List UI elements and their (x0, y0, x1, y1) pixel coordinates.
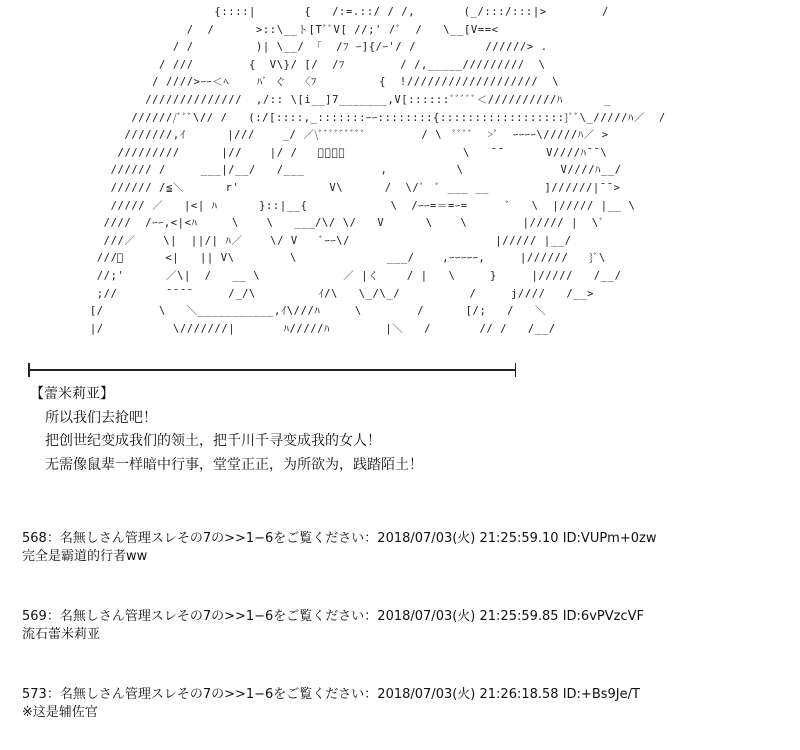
ascii-art: {::::| { /:=.::/ / /, (_/:::/:::|> / / / >::\__ト[TﾞﾞV[ //;' /ﾞ / \__[V==< / / )| \__/ 「 /ﾌ ｰ]{/ｰ'/ / //////> . / /// { V\}/ [/ /ﾌ / /,_____///////// \ / ////>ｰｰ＜ﾍ ﾊﾞ ぐ 〈ﾌ { !/////////////////// \ ////////////// ,/:: \[i__]7_______,V[::::::ﾞﾞﾞﾞﾞ＜//////////ﾊ _ ///////ﾞﾞﾞ\// / (:/[::::,_:::::::ｰｰ::::::::{::::::::::::::::::}ﾞﾞ\_/////ﾊ／ / ///////,ｲ |/// _/ ／\ﾞﾞﾞﾞﾞﾞﾞﾞﾞ / \ ﾞﾞﾞﾞ >ﾞ ｰｰｰｰ\/////ﾊ／ > ///////// |// |/ / ﾞｰｰｰ \ ¯¯ V////ﾊ¯¯\ ////// / ___|/__/ /___ , \ V////ﾊ__/ ////// /≦＼ r' V\ / \/ﾞ ﾞ ___ __ ]//////|¯¯> ///// ／ |<| ﾊ }::|__{ \ /ｰｰ=＝=ｰ= ﾞ \ |///// |__ \ //// /ｰｰ,<|<ﾊ \ \ ___/\/ \/ V \ \ |///// | \ﾞ ///／ \| ||/| ﾊ／ \/ V ﾞｰｰ\/ |///// |__/ ///ﾞ <| || V\ \ ___/ ,ｰｰｰｰｰ, |////// }ﾞ\ //;' ／\| / __ \ ／ |く / | \ } |///// /__/ ;// ¯¯¯¯ /_/\ ｲ/\ \_/\_/ / j//// /__> [/ \ ＼___________,ｲ\///ﾊ \ / [/; / ＼ |/ \///////| ﾊ/////ﾊ |＼ / // / /__/ (89, 6, 666, 335)
dialogue-line: 把创世纪变成我们的领土，把千川千寻变成我的女人！ (45, 433, 381, 449)
dialogue-line: 无需像鼠辈一样暗中行事，堂堂正正，为所欲为，践踏陌土！ (45, 456, 423, 473)
dialogue-line: 所以我们去抢吧！ (45, 409, 157, 426)
divider-tick-right (515, 363, 517, 377)
reply-post (22, 608, 792, 644)
divider-tick-left (28, 363, 30, 377)
post-body: ※这是辅佐官 (22, 705, 98, 720)
divider-line (28, 369, 516, 371)
reply-post (22, 530, 792, 566)
panel-divider (28, 363, 516, 377)
post-header: 568：名無しさん管理スレその7の>>1−6をご覧ください：2018/07/03(火) 21:25:59.10 ID:VUPm+0zw (22, 531, 657, 546)
reply-post (22, 686, 792, 722)
post-body: 完全是霸道的行者ww (22, 549, 148, 564)
post-header: 569：名無しさん管理スレその7の>>1−6をご覧ください：2018/07/03(火) 21:25:59.85 ID:6vPVzcVF (22, 609, 644, 624)
speaker-name: 【蕾米莉亚】 (30, 386, 114, 402)
post-header: 573：名無しさん管理スレその7の>>1−6をご覧ください：2018/07/03(火) 21:26:18.58 ID:+Bs9Je/T (22, 687, 640, 702)
dialogue-block (30, 383, 423, 477)
post-body: 流石蕾米莉亚 (22, 627, 101, 642)
